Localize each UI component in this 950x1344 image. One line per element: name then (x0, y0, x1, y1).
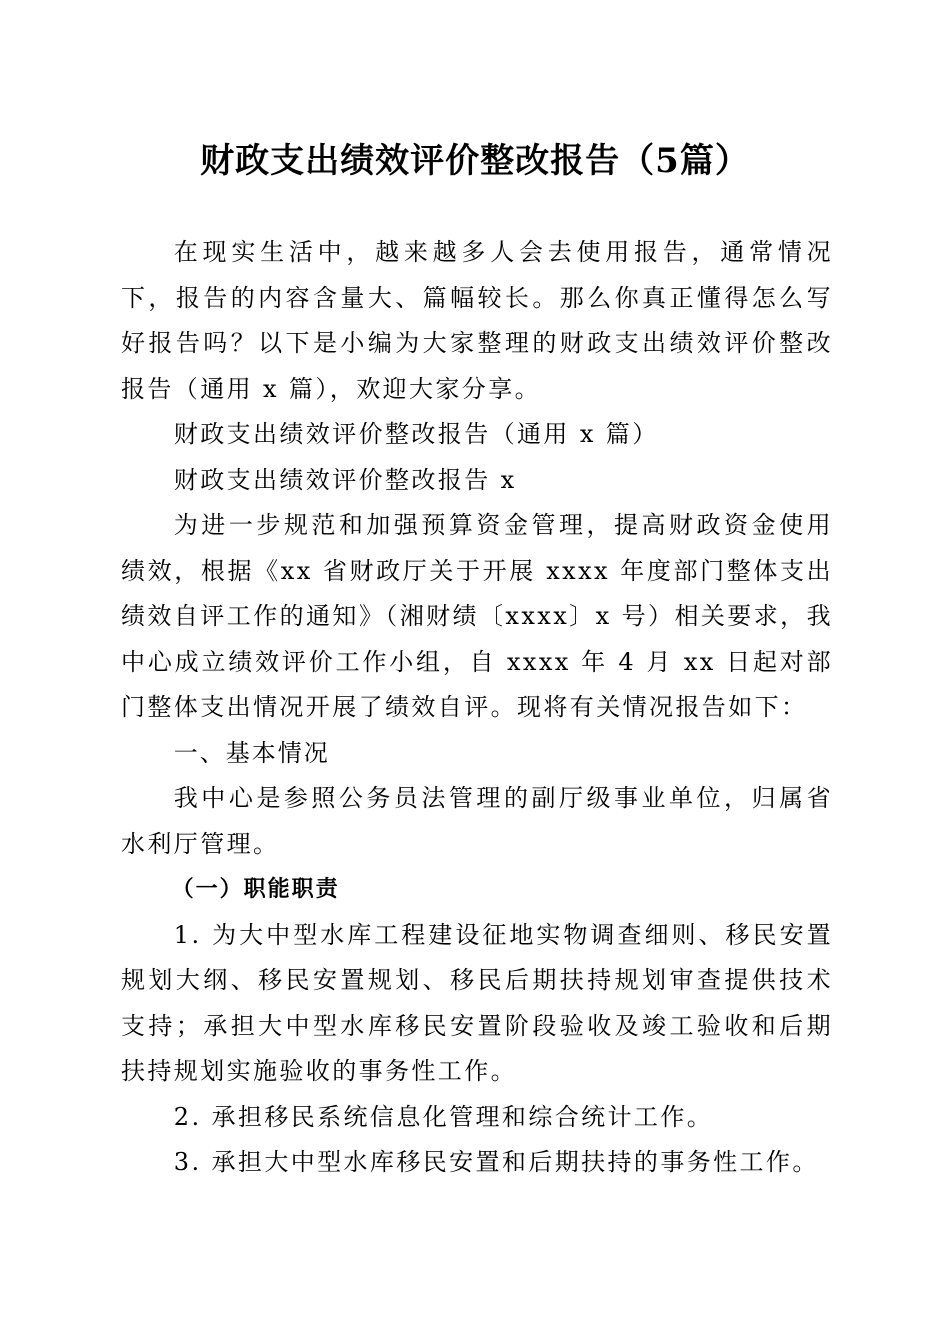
subsection-heading-duties: （一）职能职责 (171, 876, 340, 902)
duty-item-3: 3. 承担大中型水库移民安置和后期扶持的事务性工作。 (173, 1148, 819, 1176)
document-body (121, 230, 833, 1186)
duty-item-1: 1. 为大中型水库工程建设征地实物调查细则、移民安置规划大纲、移民安置规划、移民后期扶持规划审查提供技术支持；承担大中型水库移民安置阶段验收及竣工验收和后期扶持规划实施验收的事务性工作。 (121, 920, 833, 1085)
collection-title-line: 财政支出绩效评价整改报告（通用 x 篇） (173, 420, 659, 448)
duty-item-2: 2. 承担移民系统信息化管理和综合统计工作。 (173, 1102, 714, 1131)
report-title-line: 财政支出绩效评价整改报告 x (173, 465, 517, 494)
intro-paragraph: 在现实生活中，越来越多人会去使用报告，通常情况下，报告的内容含量大、篇幅较长。那么你真正懂得怎么写好报告吗？以下是小编为大家整理的财政支出绩效评价整改报告（通用 x 篇），欢迎大家分享。 (121, 238, 833, 403)
section-heading-basic-info: 一、基本情况 (173, 738, 330, 767)
purpose-paragraph: 为进一步规范和加强预算资金管理，提高财政资金使用绩效，根据《xx 省财政厅关于开展 xxxx 年度部门整体支出绩效自评工作的通知》（湘财绩〔xxxx〕x 号）相关要求，我中心成立绩效评价工作小组，自 xxxx 年 4 月 xx 日起对部门整体支出情况开展了绩效自评。现将有关情况报告如下： (121, 511, 833, 721)
basic-info-paragraph: 我中心是参照公务员法管理的副厅级事业单位，归属省水利厅管理。 (121, 784, 833, 858)
document-title: 财政支出绩效评价整改报告（5篇） (200, 141, 750, 181)
